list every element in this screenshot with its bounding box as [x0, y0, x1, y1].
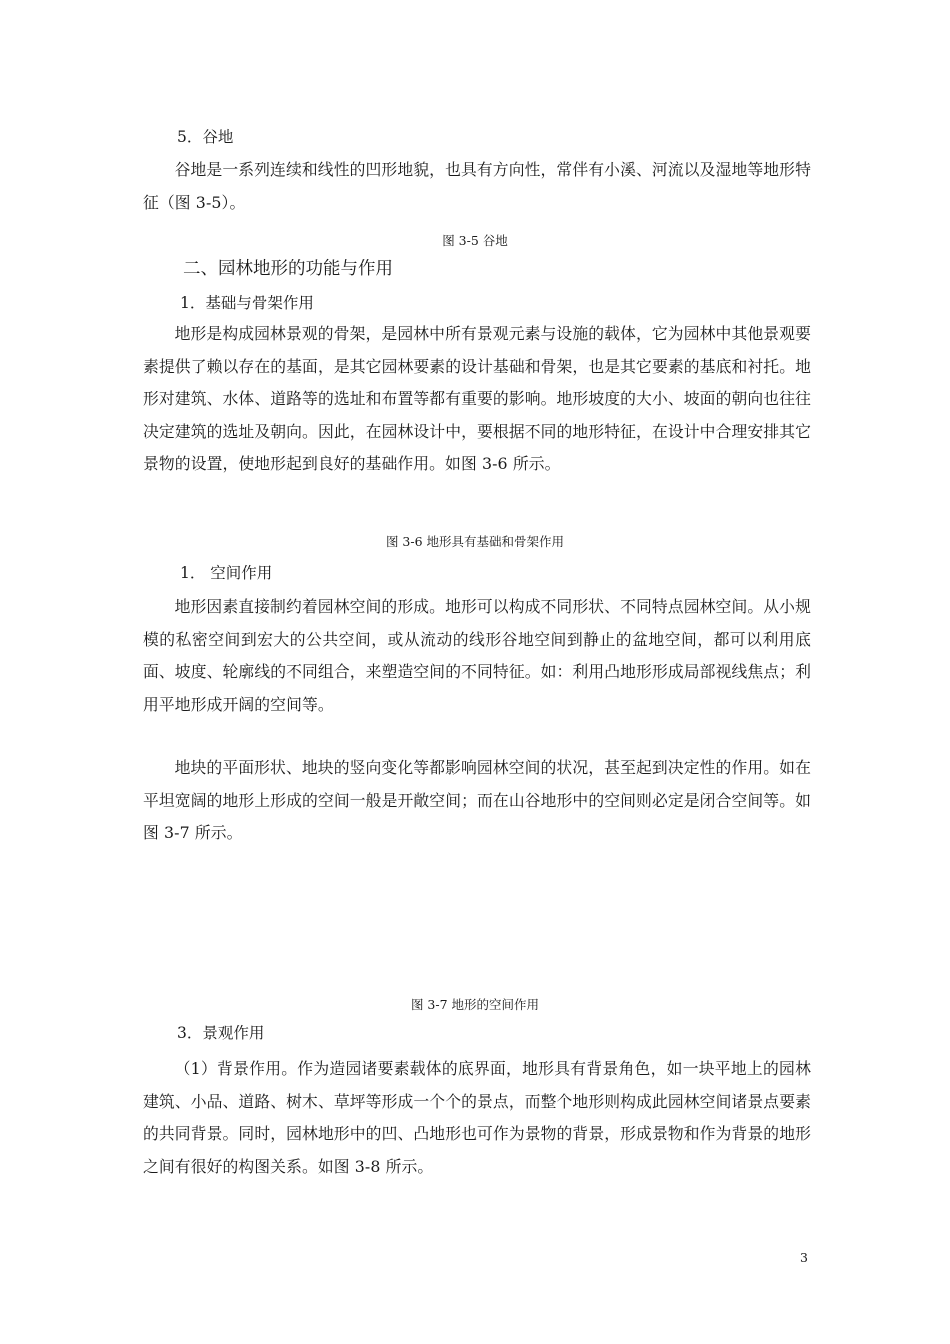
heading-landscape-role: 3．景观作用 — [177, 1024, 265, 1042]
heading-spatial-role: 1． 空间作用 — [180, 564, 273, 582]
heading-foundation-skeleton: 1．基础与骨架作用 — [180, 294, 314, 312]
figure-caption-3-6: 图 3-6 地形具有基础和骨架作用 — [385, 534, 565, 549]
page-number: 3 — [800, 1250, 808, 1265]
paragraph-foundation-skeleton: 地形是构成园林景观的骨架，是园林中所有景观元素与设施的载体，它为园林中其他景观要素提供了赖以存在的基面，是其它园林要素的设计基础和骨架，也是其它要素的基底和衬托。地形对建筑、水体、道路等的选址和布置等都有重要的影响。地形坡度的大小、坡面的朝向也往往决定建筑的选址及朝向。因此，在园林设计中，要根据不同的地形特征，在设计中合理安排其它景物的设置，使地形起到良好的基础作用。如图 3-6 所示。 — [143, 324, 811, 473]
paragraph-background-role: （1）背景作用。作为造园诸要素载体的底界面，地形具有背景角色，如一块平地上的园林建筑、小品、道路、树木、草坪等形成一个个的景点，而整个地形则构成此园林空间诸景点要素的共同背景。同时，园林地形中的凹、凸地形也可作为景物的背景，形成景物和作为背景的地形之间有很好的构图关系。如图 3-8 所示。 — [143, 1059, 811, 1176]
paragraph-spatial-role-2: 地块的平面形状、地块的竖向变化等都影响园林空间的状况，甚至起到决定性的作用。如在平坦宽阔的地形上形成的空间一般是开敞空间；而在山谷地形中的空间则必定是闭合空间等。如图 3-7 所示。 — [143, 758, 811, 842]
paragraph-spatial-role-1: 地形因素直接制约着园林空间的形成。地形可以构成不同形状、不同特点园林空间。从小规模的私密空间到宏大的公共空间，或从流动的线形谷地空间到静止的盆地空间，都可以利用底面、坡度、轮廓线的不同组合，来塑造空间的不同特征。如：利用凸地形形成局部视线焦点；利用平地形成开阔的空间等。 — [143, 597, 811, 714]
paragraph-valley: 谷地是一系列连续和线性的凹形地貌，也具有方向性，常伴有小溪、河流以及湿地等地形特征（图 3-5）。 — [143, 160, 811, 212]
figure-caption-3-5: 图 3-5 谷地 — [442, 233, 508, 248]
section-title-terrain-functions: 二、园林地形的功能与作用 — [183, 259, 393, 279]
figure-caption-3-7: 图 3-7 地形的空间作用 — [410, 997, 540, 1012]
heading-valley: 5．谷地 — [177, 128, 234, 146]
